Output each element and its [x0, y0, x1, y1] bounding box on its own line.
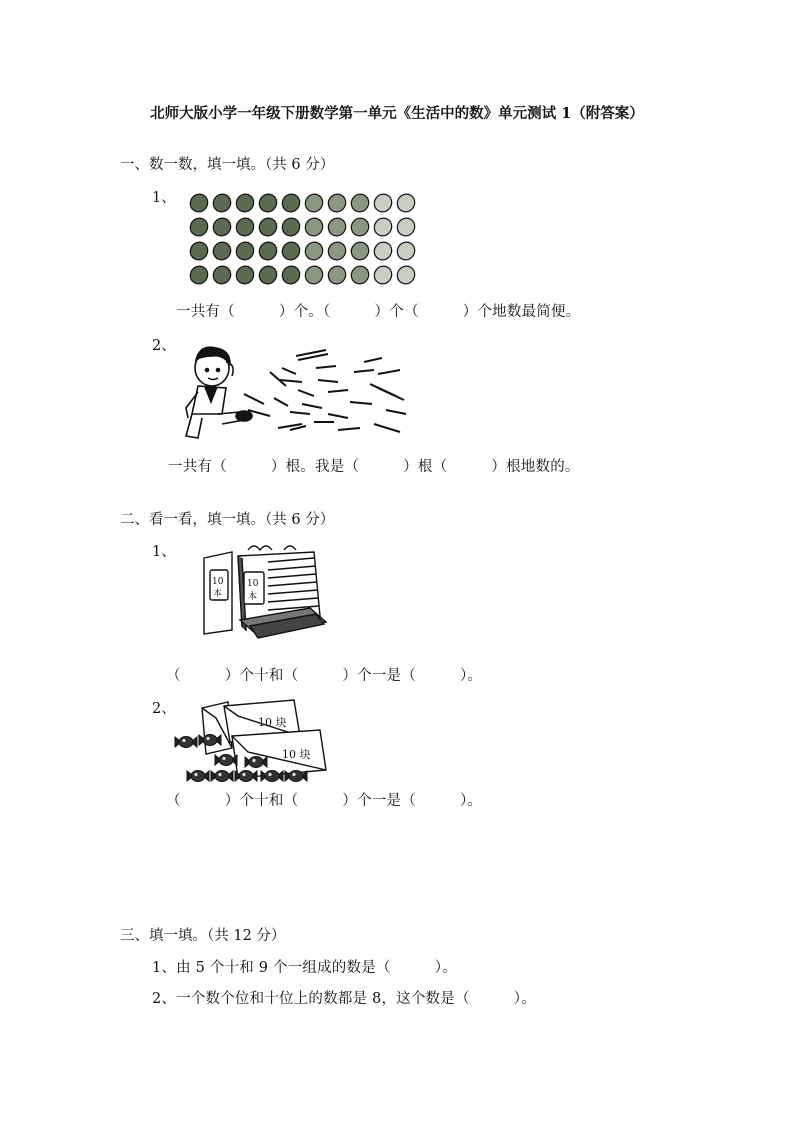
leaf-item: [187, 263, 211, 287]
leaf-item: [394, 191, 418, 215]
leaf-item: [256, 191, 280, 215]
leaf-item: [210, 239, 234, 263]
candy-icon: [211, 771, 233, 782]
leaf-item: [210, 215, 234, 239]
book-label-a-front: 10: [247, 579, 259, 589]
leaf-item: [210, 191, 234, 215]
stick: [302, 404, 322, 408]
s1-q2-answer-line[interactable]: 一共有（ ）根。我是（ ）根（ ）根地数的。: [168, 459, 580, 475]
s2-q1-number: 1、: [152, 544, 176, 560]
leaf-item: [302, 263, 326, 287]
stick: [378, 370, 400, 374]
candy-icon: [175, 737, 197, 748]
leaf-item: [279, 263, 303, 287]
stick: [270, 372, 286, 386]
s2-q1-answer-line[interactable]: （ ）个十和（ ）个一是（ ）。: [166, 668, 483, 684]
s2-q2-answer-line[interactable]: （ ）个十和（ ）个一是（ ）。: [166, 793, 483, 809]
candy-icon: [215, 755, 237, 766]
book-label-b-front: 本: [248, 592, 258, 602]
leaf-item: [233, 215, 257, 239]
leaf-item: [348, 263, 372, 287]
leaf-item: [371, 191, 395, 215]
leaf-item: [348, 239, 372, 263]
candy-icon: [187, 771, 209, 782]
section-1-heading: 一、数一数，填一填。（共 6 分）: [120, 157, 335, 173]
leaf-item: [325, 215, 349, 239]
leaf-item: [279, 191, 303, 215]
s1-q1-answer-line[interactable]: 一共有（ ）个。（ ）个（ ）个地数最简便。: [176, 304, 581, 320]
stick: [354, 370, 374, 372]
leaf-item: [394, 239, 418, 263]
stick: [378, 388, 404, 400]
stick: [274, 398, 288, 406]
leaf-item: [187, 215, 211, 239]
stick: [328, 390, 348, 392]
stick: [290, 412, 310, 414]
stick: [318, 380, 338, 382]
page-title: 北师大版小学一年级下册数学第一单元《生活中的数》单元测试 1（附答案）: [150, 105, 644, 122]
stick: [298, 390, 314, 396]
leaf-item: [187, 239, 211, 263]
section-2-heading: 二、看一看，填一填。（共 6 分）: [120, 512, 335, 528]
stick: [328, 414, 348, 418]
leaf-item: [325, 263, 349, 287]
boy-with-sticks-illustration: [178, 344, 418, 444]
leaf-item: [233, 263, 257, 287]
leaf-item: [256, 263, 280, 287]
s3-q2-line[interactable]: 2、一个数个位和十位上的数都是 8，这个数是（ ）。: [152, 991, 536, 1007]
leaf-item: [279, 215, 303, 239]
stick: [316, 366, 336, 368]
stick: [350, 402, 372, 404]
leaf-item: [233, 239, 257, 263]
s1-q1-number: 1、: [152, 190, 176, 206]
stick: [374, 424, 400, 432]
book-bundles-illustration: [198, 542, 328, 642]
leaf-item: [394, 215, 418, 239]
leaf-item: [210, 263, 234, 287]
stick-pile: [244, 350, 406, 432]
stick: [338, 428, 360, 430]
leaf-item: [371, 215, 395, 239]
leaf-item: [325, 239, 349, 263]
stick: [280, 380, 302, 382]
leaf-item: [325, 191, 349, 215]
leaf-item: [302, 239, 326, 263]
leaf-item: [394, 263, 418, 287]
book-label-a-back: 10: [212, 577, 224, 587]
s3-q1-line[interactable]: 1、由 5 个十和 9 个一组成的数是（ ）。: [152, 960, 457, 976]
book-label-b-back: 本: [213, 589, 223, 599]
leaf-item: [233, 191, 257, 215]
leaf-item: [256, 215, 280, 239]
stick: [386, 410, 406, 414]
stick: [364, 358, 382, 362]
boy-figure: [186, 347, 252, 438]
leaf-item: [348, 191, 372, 215]
s2-q2-number: 2、: [152, 701, 176, 717]
stick: [244, 394, 264, 404]
leaf-item: [256, 239, 280, 263]
leaf-item: [371, 239, 395, 263]
stick: [282, 368, 296, 374]
leaf-item: [348, 215, 372, 239]
leaf-item: [279, 239, 303, 263]
leaf-item: [371, 263, 395, 287]
leaf-item: [302, 215, 326, 239]
leaf-item: [302, 191, 326, 215]
leaf-item: [187, 191, 211, 215]
candy-boxes-illustration: [176, 696, 332, 786]
candy-box-label-top: 10 块: [258, 716, 287, 729]
section-3-heading: 三、填一填。（共 12 分）: [120, 928, 286, 944]
leaf-grid-illustration: [188, 192, 428, 292]
candy-box-label-front: 10 块: [282, 748, 311, 761]
s1-q2-number: 2、: [152, 338, 176, 354]
